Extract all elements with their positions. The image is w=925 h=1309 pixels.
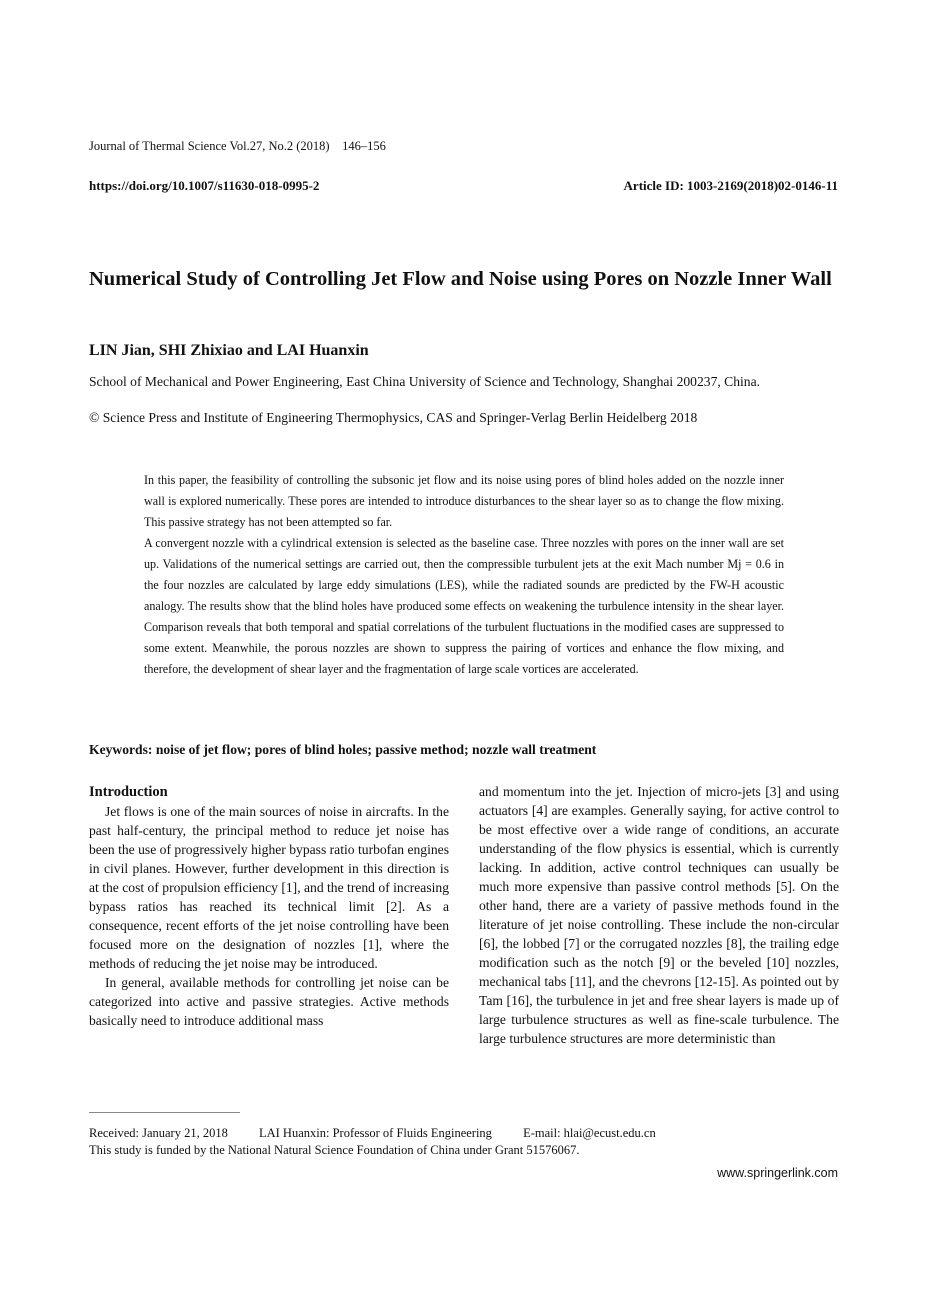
- doi-link[interactable]: https://doi.org/10.1007/s11630-018-0995-2: [89, 178, 320, 193]
- left-column: [89, 783, 449, 1030]
- affiliation: School of Mechanical and Power Engineering, East China University of Science and Technology, Shanghai 200237, China.: [89, 374, 761, 389]
- keywords: Keywords: noise of jet flow; pores of blind holes; passive method; nozzle wall treatment: [89, 742, 597, 757]
- body-paragraph: In general, available methods for controlling jet noise can be categorized into active and passive strategies. Active methods basically need to introduce additional mass: [89, 975, 449, 1028]
- footnote-divider: [89, 1112, 240, 1113]
- body-paragraph: Jet flows is one of the main sources of noise in aircrafts. In the past half-century, the principal method to reduce jet noise has been the use of progressively higher bypass ratio turbofan engines in civil planes. However, further development in this direction is at the cost of propulsion efficiency [1], and the trend of increasing bypass ratios has reached its technical limit [2]. As a consequence, recent efforts of the jet noise controlling have been focused more on the designation of nozzles [1], where the methods of reducing the jet noise may be introduced.: [89, 804, 449, 971]
- publisher-site[interactable]: www.springerlink.com: [717, 1166, 838, 1180]
- abstract: [144, 470, 784, 680]
- author-note: LAI Huanxin: Professor of Fluids Engineering: [258, 1126, 492, 1140]
- funding-note: This study is funded by the National Natural Science Foundation of China under Grant 51576067.: [89, 1143, 580, 1157]
- author-list: LIN Jian, SHI Zhixiao and LAI Huanxin: [89, 342, 369, 359]
- abstract-paragraph: In this paper, the feasibility of controlling the subsonic jet flow and its noise using pores of blind holes added on the nozzle inner wall is explored numerically. These pores are intended to introduce disturbances to the shear layer so as to change the flow mixing. This passive strategy has not been attempted so far.: [144, 473, 784, 529]
- paper-title: Numerical Study of Controlling Jet Flow and Noise using Pores on Nozzle Inner Wall: [89, 268, 832, 290]
- body-paragraph: and momentum into the jet. Injection of micro-jets [3] and using actuators [4] are examples. Generally saying, for active control to be most effective over a wide range of conditions, an accurate understanding of the flow physics is essential, which is currently lacking. In addition, active control techniques can usually be much more expensive than passive control methods [5]. On the other hand, there are a variety of passive methods found in the literature of jet noise controlling. These include the non-circular [6], the lobbed [7] or the corrugated nozzles [8], the trailing edge modification such as the notch [9] or the beveled [10] nozzles, mechanical tabs [11], and the chevrons [12-15]. As pointed out by Tam [16], the turbulence in jet and free shear layers is made up of large turbulence structures as well as fine-scale turbulence. The large turbulence structures are more deterministic than: [479, 784, 839, 1046]
- received-date: Received: January 21, 2018: [89, 1126, 228, 1140]
- journal-citation: Journal of Thermal Science Vol.27, No.2 (2018) 146–156: [89, 139, 386, 153]
- footnote-line: [89, 1126, 684, 1141]
- right-column: [479, 782, 839, 1048]
- email[interactable]: E-mail: hlai@ecust.edu.cn: [523, 1126, 656, 1140]
- section-heading: Introduction: [89, 784, 168, 800]
- article-id: Article ID: 1003-2169(2018)02-0146-11: [623, 178, 838, 193]
- abstract-paragraph: A convergent nozzle with a cylindrical extension is selected as the baseline case. Three nozzles with pores on the inner wall are set up. Validations of the numerical settings are carried out, then the compressible turbulent jets at the exit Mach number Mj = 0.6 in the four nozzles are calculated by large eddy simulations (LES), while the radiated sounds are predicted by the FW-H acoustic analogy. The results show that the blind holes have produced some effects on weakening the turbulence intensity in the shear layer. Comparison reveals that both temporal and spatial correlations of the turbulent fluctuations in the modified cases are suppressed to some extent. Meanwhile, the porous nozzles are shown to suppress the pairing of vortices and enhance the flow mixing, and therefore, the development of shear layer and the fragmentation of large scale vortices are accelerated.: [144, 536, 784, 676]
- copyright-notice: © Science Press and Institute of Engineering Thermophysics, CAS and Springer-Verlag Berlin Heidelberg 2018: [89, 410, 698, 425]
